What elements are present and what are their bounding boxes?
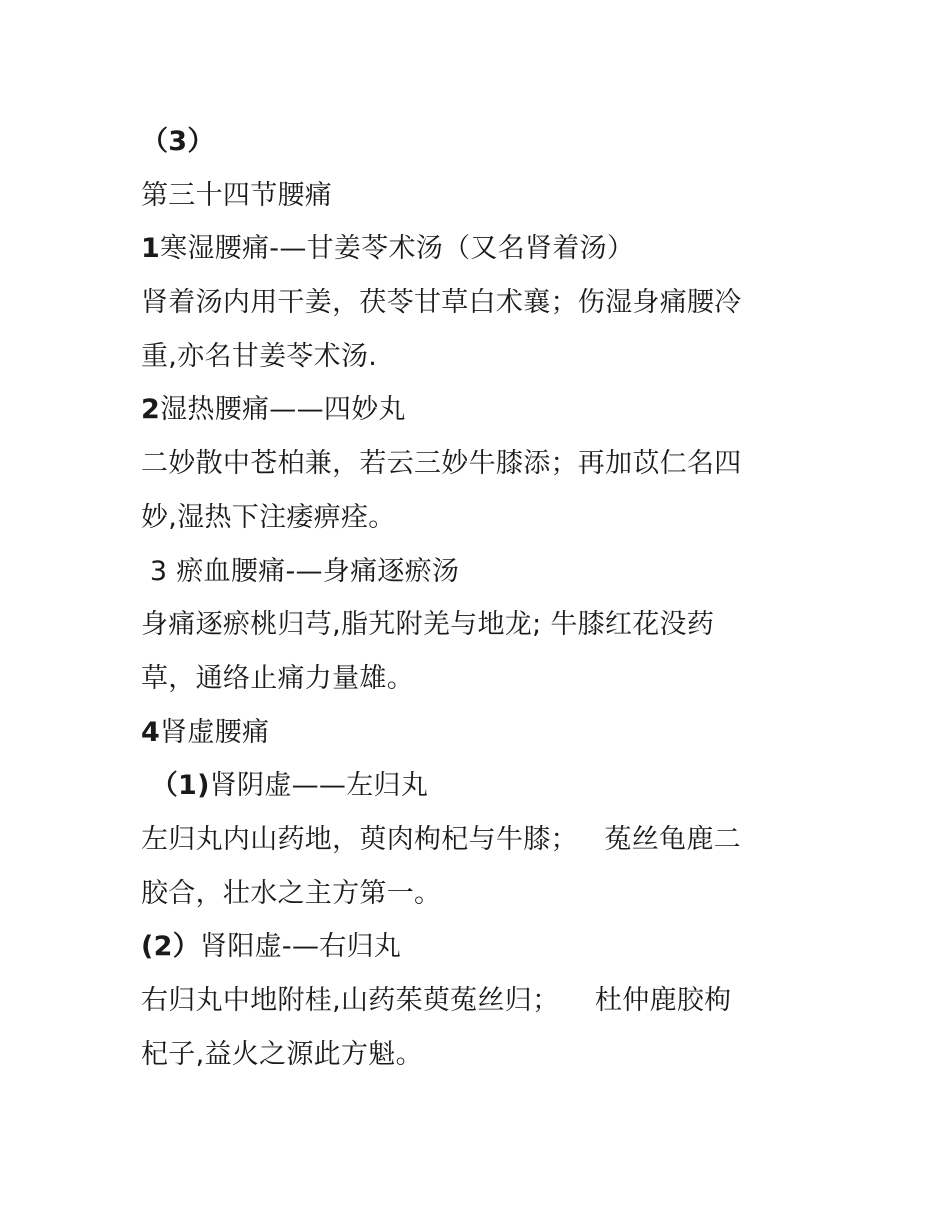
verse-line: [141, 598, 841, 652]
verse-line: [141, 276, 841, 330]
line-prefix: （1): [141, 770, 210, 802]
verse-line: [141, 652, 841, 706]
line-text: 寒湿腰痛-—甘姜苓术汤（又名肾着汤）: [160, 233, 635, 265]
line-text: 3 瘀血腰痛-—身痛逐瘀汤: [141, 555, 460, 587]
line-text: 胶合，壮水之主方第一。: [141, 877, 442, 909]
line-prefix: 1: [141, 233, 161, 265]
subheading-damp-heat: [141, 383, 841, 437]
line-text: 草，通络止痛力量雄。: [141, 662, 414, 694]
line-prefix: （3）: [141, 126, 215, 157]
verse-line: [141, 813, 841, 867]
line-text: 肾虚腰痛: [160, 716, 270, 748]
document-body: [141, 115, 841, 1081]
section-number: [141, 115, 841, 169]
line-text: 肾阴虚——左归丸: [209, 770, 429, 802]
verse-line: [141, 330, 841, 384]
line-text: 妙,湿热下注痿痹痊。: [141, 501, 396, 533]
line-text: 湿热腰痛——四妙丸: [160, 394, 406, 426]
verse-line: [141, 437, 841, 491]
line-text: 左归丸内山药地，萸肉枸杞与牛膝； 菟丝龟鹿二: [141, 823, 741, 855]
subheading-blood-stasis: [141, 545, 841, 599]
subheading-kidney-yang: [141, 920, 841, 974]
verse-line: [141, 974, 841, 1028]
verse-line: [141, 867, 841, 921]
line-text: 二妙散中苍柏兼，若云三妙牛膝添；再加苡仁名四: [141, 448, 742, 480]
verse-line: [141, 491, 841, 545]
subheading-cold-damp: [141, 222, 841, 276]
line-text: 重,亦名甘姜苓术汤.: [141, 340, 378, 372]
verse-line: [141, 1028, 841, 1082]
subheading-kidney-deficiency: [141, 706, 841, 760]
line-text: 肾阳虚-—右归丸: [200, 931, 402, 963]
line-prefix: (2）: [141, 931, 201, 963]
line-text: 肾着汤内用干姜，茯苓甘草白术襄；伤湿身痛腰冷: [141, 287, 742, 319]
line-text: 身痛逐瘀桃归芎,脂艽附羌与地龙; 牛膝红花没药: [141, 609, 715, 641]
line-prefix: 2: [141, 394, 161, 426]
subheading-kidney-yin: [141, 759, 841, 813]
line-text: 杞子,益火之源此方魁。: [141, 1038, 423, 1070]
line-text: 右归丸中地附桂,山药茱萸菟丝归； 杜仲鹿胶枸: [141, 985, 732, 1016]
line-text: 第三十四节腰痛: [141, 179, 333, 211]
line-prefix: 4: [141, 716, 161, 748]
section-heading: [141, 169, 841, 223]
